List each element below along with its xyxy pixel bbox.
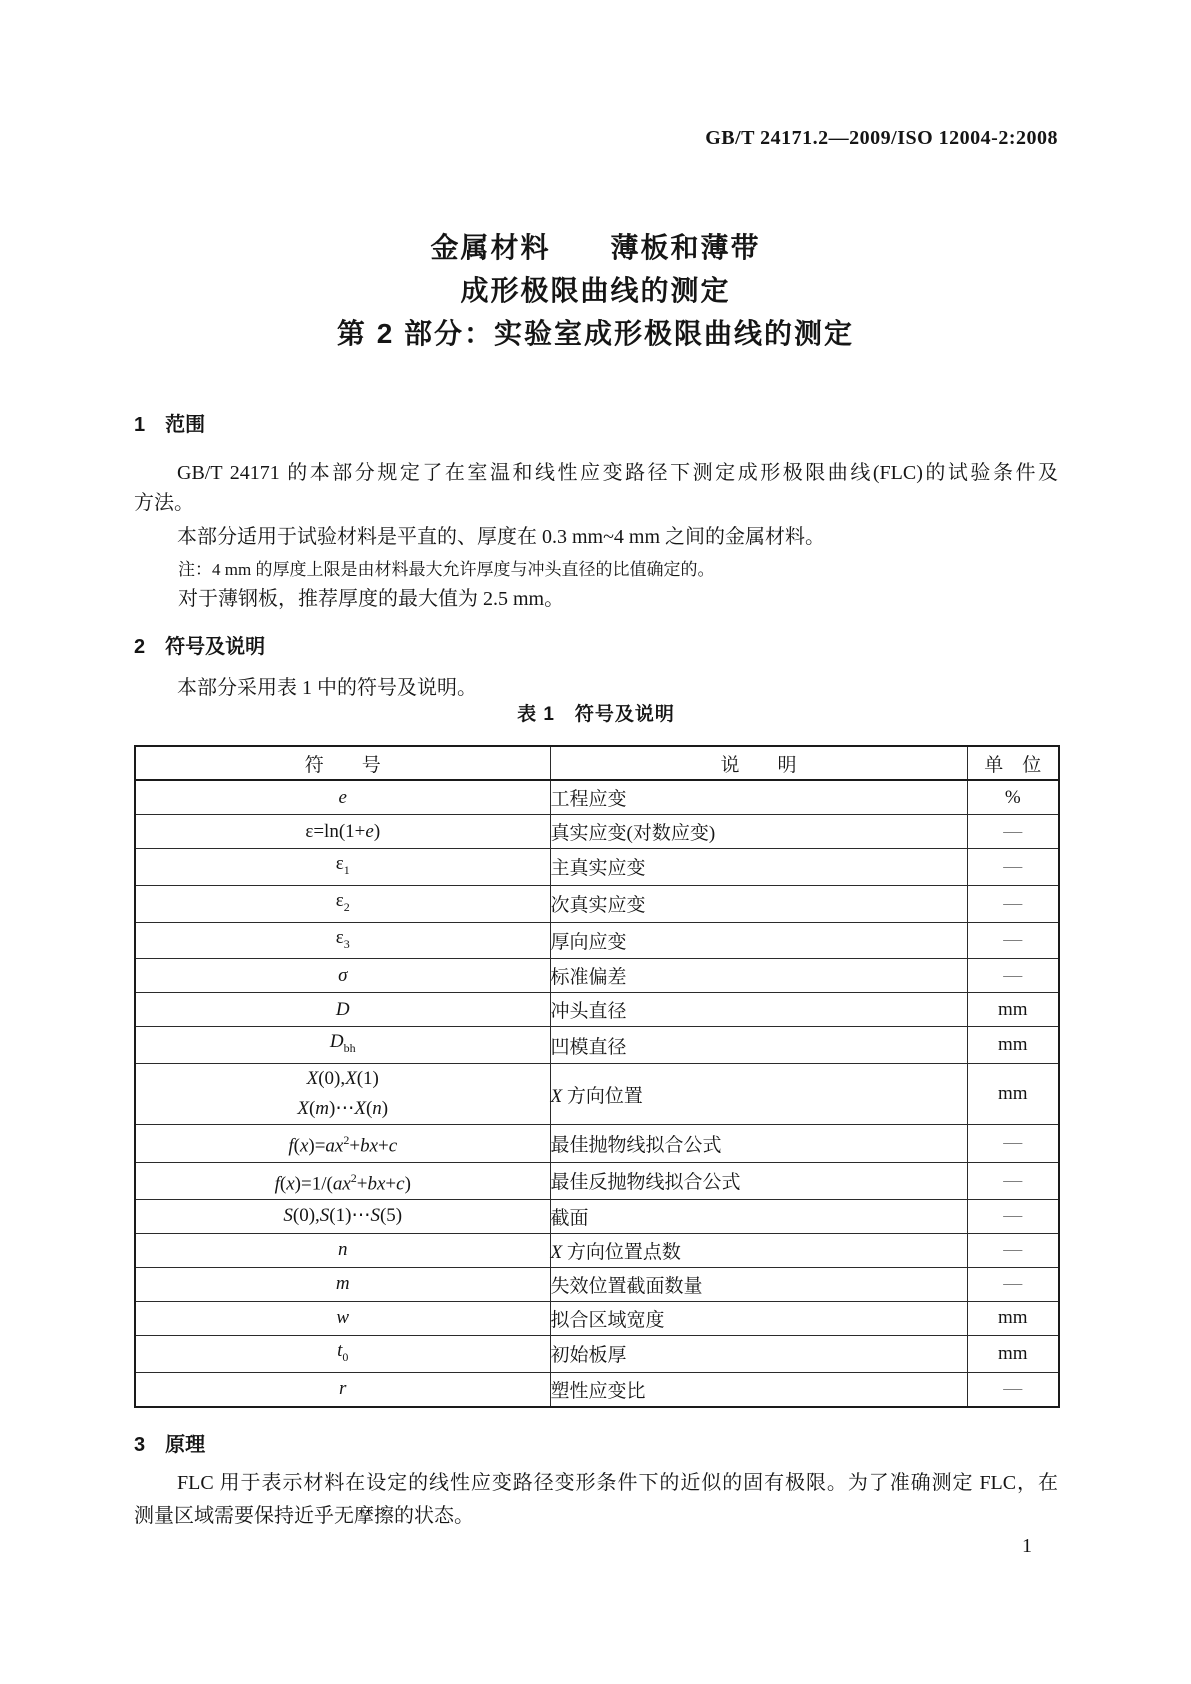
description-cell: 塑性应变比 <box>550 1372 967 1407</box>
symbol-cell: $f(x)=ax^2+bx+c$ <box>135 1125 550 1162</box>
table-row <box>135 1027 1059 1064</box>
description-cell: 冲头直径 <box>550 993 967 1027</box>
description-cell: 次真实应变 <box>550 885 967 922</box>
symbols-table <box>134 745 1060 1408</box>
unit-cell: — <box>967 1162 1059 1199</box>
section-3-title: 原理 <box>165 1434 206 1456</box>
description-cell: X 方向位置点数 <box>550 1233 967 1267</box>
unit-cell: — <box>967 1372 1059 1407</box>
column-header-description: 说 明 <box>550 746 967 780</box>
unit-cell: — <box>967 1267 1059 1301</box>
symbol-cell: e <box>135 780 550 815</box>
title-line-2: 成形极限曲线的测定 <box>460 275 731 306</box>
symbols-intro-paragraph: 本部分采用表 1 中的符号及说明。 <box>177 677 477 699</box>
table-row <box>135 993 1059 1027</box>
symbol-cell: $f(x)=1/(ax^2+bx+c)$ <box>135 1162 550 1199</box>
unit-cell: % <box>967 780 1059 815</box>
table-row <box>135 1372 1059 1407</box>
title-line-1: 金属材料 薄板和薄带 <box>430 232 761 263</box>
scope-note: 注：4 mm 的厚度上限是由材料最大允许厚度与冲头直径的比值确定的。 <box>178 560 715 579</box>
symbol-cell: D <box>135 993 550 1027</box>
description-cell: 主真实应变 <box>550 849 967 886</box>
principle-paragraph-line-1: FLC 用于表示材料在设定的线性应变路径变形条件下的近似的固有极限。为了准确测定 FLC，在 <box>177 1472 1058 1494</box>
table-1-caption: 表 1 符号及说明 <box>517 704 675 725</box>
section-3-number: 3 <box>134 1434 146 1456</box>
scope-paragraph-2: 本部分适用于试验材料是平直的、厚度在 0.3 mm~4 mm 之间的金属材料。 <box>177 526 826 548</box>
unit-cell: — <box>967 815 1059 849</box>
table-row <box>135 1199 1059 1233</box>
title-line-3: 第 2 部分：实验室成形极限曲线的测定 <box>336 318 855 349</box>
table-row <box>135 1064 1059 1125</box>
unit-cell: — <box>967 1199 1059 1233</box>
description-cell: 真实应变(对数应变) <box>550 815 967 849</box>
unit-cell: — <box>967 1125 1059 1162</box>
symbol-cell: S(0),S(1)⋯S(5) <box>135 1199 550 1233</box>
unit-cell: — <box>967 849 1059 886</box>
unit-cell: mm <box>967 1064 1059 1125</box>
table-row <box>135 1267 1059 1301</box>
table-row <box>135 959 1059 993</box>
description-cell: 工程应变 <box>550 780 967 815</box>
symbol-cell: $\varepsilon_3$ <box>135 922 550 959</box>
section-1-title: 范围 <box>165 414 206 436</box>
scope-paragraph-line-1: GB/T 24171 的本部分规定了在室温和线性应变路径下测定成形极限曲线(FLC)的试验条件及 <box>177 462 1058 484</box>
table-row <box>135 1233 1059 1267</box>
section-2-heading <box>134 636 265 658</box>
unit-cell: mm <box>967 993 1059 1027</box>
table-row <box>135 922 1059 959</box>
symbol-cell: w <box>135 1301 550 1335</box>
table-header-row <box>135 746 1059 780</box>
description-cell: 最佳抛物线拟合公式 <box>550 1125 967 1162</box>
unit-cell: — <box>967 922 1059 959</box>
symbol-cell: n <box>135 1233 550 1267</box>
unit-cell: mm <box>967 1335 1059 1372</box>
page-number: 1 <box>1022 1535 1032 1557</box>
symbol-cell: $\varepsilon_1$ <box>135 849 550 886</box>
section-2-number: 2 <box>134 636 146 658</box>
description-cell: 最佳反抛物线拟合公式 <box>550 1162 967 1199</box>
section-1-heading <box>134 414 205 436</box>
unit-cell: — <box>967 959 1059 993</box>
symbol-cell: $D_{bh}$ <box>135 1027 550 1064</box>
unit-cell: — <box>967 885 1059 922</box>
description-cell: X 方向位置 <box>550 1064 967 1125</box>
section-2-title: 符号及说明 <box>165 636 266 658</box>
scope-note-continuation: 对于薄钢板，推荐厚度的最大值为 2.5 mm。 <box>178 588 565 610</box>
description-cell: 拟合区域宽度 <box>550 1301 967 1335</box>
column-header-unit: 单 位 <box>967 746 1059 780</box>
description-cell: 截面 <box>550 1199 967 1233</box>
symbol-cell: X(0),X(1) X(m)⋯X(n) <box>135 1064 550 1125</box>
unit-cell: mm <box>967 1027 1059 1064</box>
scope-paragraph-line-2: 方法。 <box>134 492 194 514</box>
standard-code-header: GB/T 24171.2—2009/ISO 12004-2:2008 <box>705 127 1058 149</box>
table-row <box>135 1335 1059 1372</box>
symbol-cell: σ <box>135 959 550 993</box>
description-cell: 凹模直径 <box>550 1027 967 1064</box>
description-cell: 标准偏差 <box>550 959 967 993</box>
symbol-cell: m <box>135 1267 550 1301</box>
section-3-heading <box>134 1434 205 1456</box>
table-row <box>135 885 1059 922</box>
table-row <box>135 1301 1059 1335</box>
column-header-symbol: 符 号 <box>135 746 550 780</box>
table-row <box>135 1162 1059 1199</box>
symbol-cell: $t_0$ <box>135 1335 550 1372</box>
principle-paragraph-line-2: 测量区域需要保持近乎无摩擦的状态。 <box>134 1505 474 1527</box>
document-title <box>0 226 1191 355</box>
symbol-cell: ε=ln(1+e) <box>135 815 550 849</box>
table-row <box>135 849 1059 886</box>
section-1-number: 1 <box>134 414 146 436</box>
unit-cell: mm <box>967 1301 1059 1335</box>
table-row <box>135 780 1059 815</box>
description-cell: 初始板厚 <box>550 1335 967 1372</box>
symbol-cell: $\varepsilon_2$ <box>135 885 550 922</box>
table-row <box>135 1125 1059 1162</box>
symbols-table-body <box>135 780 1059 1407</box>
symbol-cell: r <box>135 1372 550 1407</box>
description-cell: 失效位置截面数量 <box>550 1267 967 1301</box>
table-row <box>135 815 1059 849</box>
unit-cell: — <box>967 1233 1059 1267</box>
description-cell: 厚向应变 <box>550 922 967 959</box>
